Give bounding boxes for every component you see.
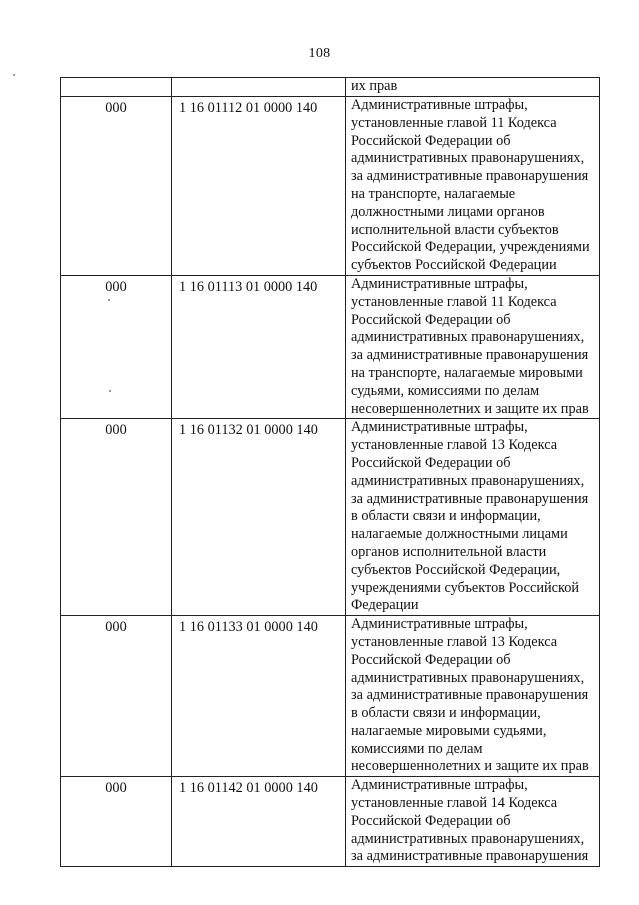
description-line: за административные правонарушения [351, 347, 589, 364]
table-row [61, 777, 600, 867]
admin-code-cell [61, 275, 172, 418]
admin-code-cell [61, 419, 172, 616]
description-line: Административные штрафы, [351, 97, 528, 113]
description-line: административных правонарушениях, [351, 472, 585, 489]
description-line: административных правонарушениях, [351, 669, 585, 686]
description-line: на транспорте, налагаемые [351, 185, 516, 202]
admin-code: 000 [105, 422, 127, 439]
table-body [61, 78, 600, 867]
description-line: административных правонарушениях, [351, 329, 585, 346]
scan-speck [13, 74, 15, 76]
description-line: за административные правонарушения [351, 168, 589, 185]
kbk-cell [172, 616, 346, 777]
table-row [61, 275, 600, 418]
continuation-admin-cell [61, 78, 172, 97]
description-cell [346, 777, 600, 867]
description-cell [346, 419, 600, 616]
kbk-code: 1 16 01112 01 0000 140 [179, 100, 318, 116]
description-cell [346, 97, 600, 276]
kbk-code: 1 16 01132 01 0000 140 [179, 422, 318, 439]
description-line: налагаемые должностными лицами [351, 526, 568, 543]
admin-code-cell [61, 97, 172, 276]
description-line: несовершеннолетних и защите их прав [351, 758, 589, 775]
description-line: несовершеннолетних и защите их прав [351, 400, 589, 417]
description-line: административных правонарушениях, [351, 150, 585, 167]
description-line: Российской Федерации об [351, 651, 511, 668]
kbk-cell [172, 777, 346, 867]
kbk-cell [172, 419, 346, 616]
description-line: на транспорте, налагаемые мировыми [351, 364, 583, 381]
description-line: судьями, комиссиями по делам [351, 382, 540, 399]
description-line: за административные правонарушения [351, 490, 589, 507]
scan-speck [109, 390, 111, 392]
description-line: должностными лицами органов [351, 203, 545, 220]
continuation-code-cell [172, 78, 346, 97]
table-row [61, 616, 600, 777]
admin-code: 000 [105, 619, 127, 636]
description-line: Административные штрафы, [351, 275, 528, 292]
description-line: установленные главой 13 Кодекса [351, 633, 558, 650]
admin-code-cell [61, 777, 172, 867]
description-line: исполнительной власти субъектов [351, 221, 559, 238]
description-line: Административные штрафы, [351, 616, 528, 633]
admin-code: 000 [105, 780, 127, 797]
description-line: Административные штрафы, [351, 777, 528, 794]
page-number: 108 [308, 46, 331, 61]
description-line: Российской Федерации об [351, 311, 511, 328]
description-line: субъектов Российской Федерации [351, 257, 557, 274]
budget-code-table [60, 77, 600, 867]
description-line: субъектов Российской Федерации, [351, 561, 561, 578]
description-line: за административные правонарушения [351, 848, 589, 865]
description-cell [346, 616, 600, 777]
continuation-row [61, 78, 600, 97]
description-line: установленные главой 14 Кодекса [351, 795, 558, 812]
description-line: органов исполнительной власти [351, 543, 547, 560]
description-line: Российской Федерации об [351, 132, 511, 149]
table-row [61, 419, 600, 616]
kbk-code: 1 16 01142 01 0000 140 [179, 780, 318, 797]
description-line: в области связи и информации, [351, 705, 541, 722]
description-line: установленные главой 13 Кодекса [351, 437, 558, 454]
description-line: за административные правонарушения [351, 687, 589, 704]
description-line: административных правонарушениях, [351, 830, 585, 847]
admin-code: 000 [105, 278, 127, 295]
description-line: учреждениями субъектов Российской [351, 579, 580, 596]
admin-code: 000 [105, 100, 127, 116]
description-line: Административные штрафы, [351, 419, 528, 436]
description-line: налагаемые мировыми судьями, [351, 722, 547, 739]
kbk-code: 1 16 01113 01 0000 140 [179, 278, 318, 295]
description-line: Российской Федерации, учреждениями [351, 239, 590, 256]
description-line: Российской Федерации об [351, 812, 511, 829]
scan-speck [108, 299, 110, 301]
description-cell [346, 275, 600, 418]
kbk-cell [172, 97, 346, 276]
kbk-code: 1 16 01133 01 0000 140 [179, 619, 318, 636]
description-line: в области связи и информации, [351, 508, 541, 525]
description-line: комиссиями по делам [351, 740, 483, 757]
description-line: Российской Федерации об [351, 454, 511, 471]
kbk-cell [172, 275, 346, 418]
admin-code-cell [61, 616, 172, 777]
description-line: Федерации [351, 597, 419, 614]
description-line: установленные главой 11 Кодекса [351, 293, 557, 310]
continuation-text-cell: их прав [346, 78, 600, 97]
description-line: установленные главой 11 Кодекса [351, 114, 557, 131]
table-row [61, 97, 600, 276]
